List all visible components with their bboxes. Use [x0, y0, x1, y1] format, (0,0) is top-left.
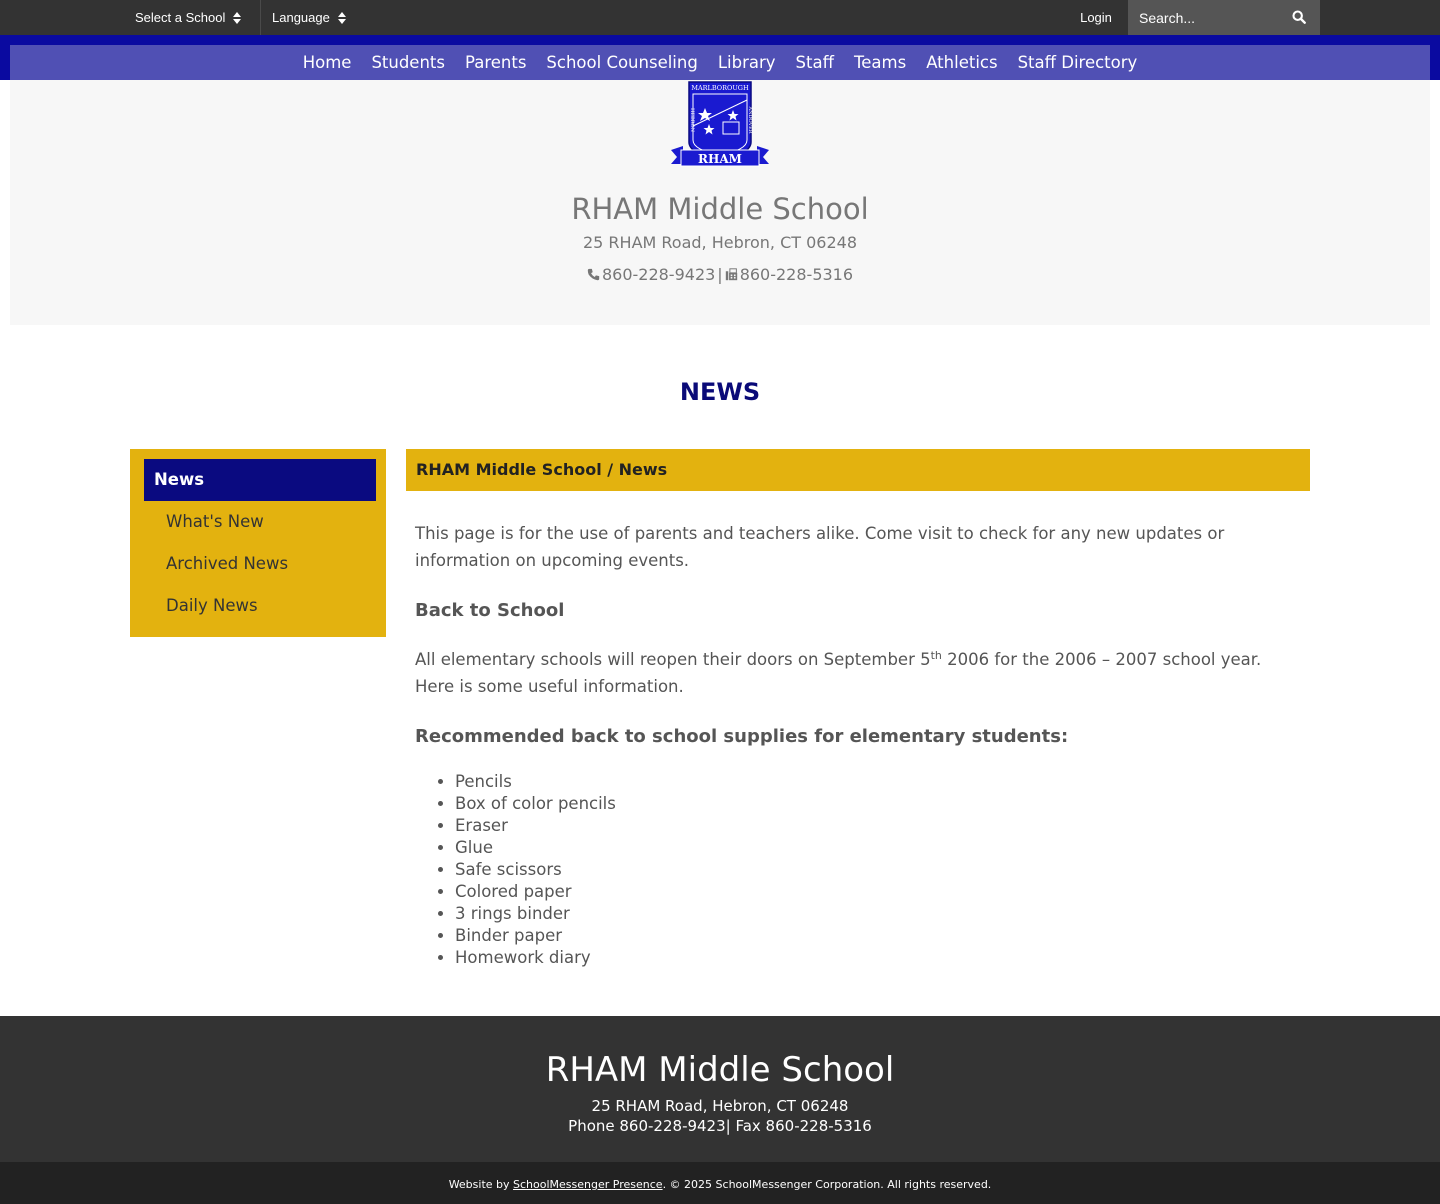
list-item: • Pencils [455, 771, 1305, 793]
breadcrumb-school-link[interactable]: RHAM Middle School [416, 460, 602, 479]
intro-paragraph: This page is for the use of parents and teachers alike. Come visit to check for any new updates or information on upcoming events. [415, 524, 1225, 570]
reopen-text-start: All elementary schools will reopen their doors on September 5 [415, 650, 931, 669]
schoolmessenger-link[interactable]: SchoolMessenger Presence [513, 1178, 663, 1191]
supplies-heading: Recommended back to school supplies for elementary students: [415, 726, 1069, 747]
language-dropdown[interactable] [262, 0, 372, 35]
breadcrumb [406, 449, 1310, 491]
credit-prefix: Website by [448, 1178, 514, 1191]
list-item: • Glue [455, 837, 1305, 859]
select-school-label: Select a School [135, 10, 226, 25]
login-link[interactable]: Login [1080, 10, 1112, 25]
utility-bar [0, 0, 1440, 35]
main-nav [10, 45, 1430, 80]
crest-banner-text: RHAM [698, 152, 742, 166]
section-sidebar [130, 449, 386, 637]
sidebar-item-whats-new[interactable]: What's New [166, 512, 264, 531]
school-address: 25 RHAM Road, Hebron, CT 06248 [582, 233, 858, 252]
back-to-school-heading: Back to School [415, 600, 565, 621]
reopen-paragraph [415, 646, 1305, 700]
phone-number[interactable]: 860-228-9423 [601, 265, 716, 284]
language-label: Language [272, 10, 330, 25]
list-item: • Colored paper [455, 881, 1305, 903]
crest-left-text: HEBRON [689, 108, 695, 132]
nav-staff[interactable]: Staff [795, 53, 834, 72]
page-title: NEWS [679, 378, 761, 406]
school-crest-logo[interactable] [671, 80, 769, 170]
sidebar-item-archived-news[interactable]: Archived News [166, 554, 289, 573]
sidebar-item-daily-news[interactable]: Daily News [166, 596, 258, 615]
sidebar-item-news[interactable]: News [144, 459, 376, 501]
sort-arrows-icon [338, 12, 346, 24]
nav-home[interactable]: Home [302, 53, 352, 72]
nav-students[interactable]: Students [371, 53, 445, 72]
nav-athletics[interactable]: Athletics [926, 53, 998, 72]
nav-library[interactable]: Library [717, 53, 776, 72]
list-item: • Box of color pencils [455, 793, 1305, 815]
footer-phone-fax: Phone 860-228-9423| Fax 860-228-5316 [568, 1117, 872, 1135]
copyright-text: . © 2025 SchoolMessenger Corporation. All rights reserved. [662, 1178, 992, 1191]
search-icon[interactable] [1292, 10, 1306, 24]
fax-number: 860-228-5316 [739, 265, 854, 284]
contact-separator: | [717, 265, 723, 284]
school-name: RHAM Middle School [571, 192, 869, 226]
sort-arrows-icon [233, 12, 241, 24]
breadcrumb-separator: / [601, 460, 619, 479]
copyright-bar [0, 1162, 1440, 1204]
fax-icon [725, 268, 738, 281]
crest-top-text: MARLBOROUGH [691, 84, 749, 92]
list-item: • Binder paper [455, 925, 1305, 947]
breadcrumb-current: News [618, 460, 668, 479]
phone-icon [587, 268, 600, 281]
list-item: • 3 rings binder [455, 903, 1305, 925]
crest-right-text: ANDOVER [747, 106, 753, 134]
site-footer [0, 1016, 1440, 1162]
search-input[interactable] [1139, 10, 1279, 26]
school-header [10, 80, 1430, 325]
footer-address: 25 RHAM Road, Hebron, CT 06248 [591, 1097, 849, 1115]
contact-line [10, 265, 1430, 284]
footer-school-name: RHAM Middle School [545, 1050, 895, 1090]
list-item: • Safe scissors [455, 859, 1305, 881]
page-content [415, 520, 1305, 969]
nav-teams[interactable]: Teams [853, 53, 907, 72]
search-box [1128, 0, 1320, 35]
list-item: • Eraser [455, 815, 1305, 837]
select-school-dropdown[interactable] [120, 0, 261, 35]
ordinal-suffix: th [930, 649, 942, 662]
nav-parents[interactable]: Parents [465, 53, 527, 72]
nav-school-counseling[interactable]: School Counseling [546, 53, 698, 72]
reopen-text-end: 2006 for the 2006 – 2007 school year. Here is some useful information. [415, 650, 1262, 696]
nav-staff-directory[interactable]: Staff Directory [1017, 53, 1138, 72]
main-nav-wrapper [0, 35, 1440, 80]
list-item: • Homework diary [455, 947, 1305, 969]
supplies-list [455, 771, 1305, 969]
